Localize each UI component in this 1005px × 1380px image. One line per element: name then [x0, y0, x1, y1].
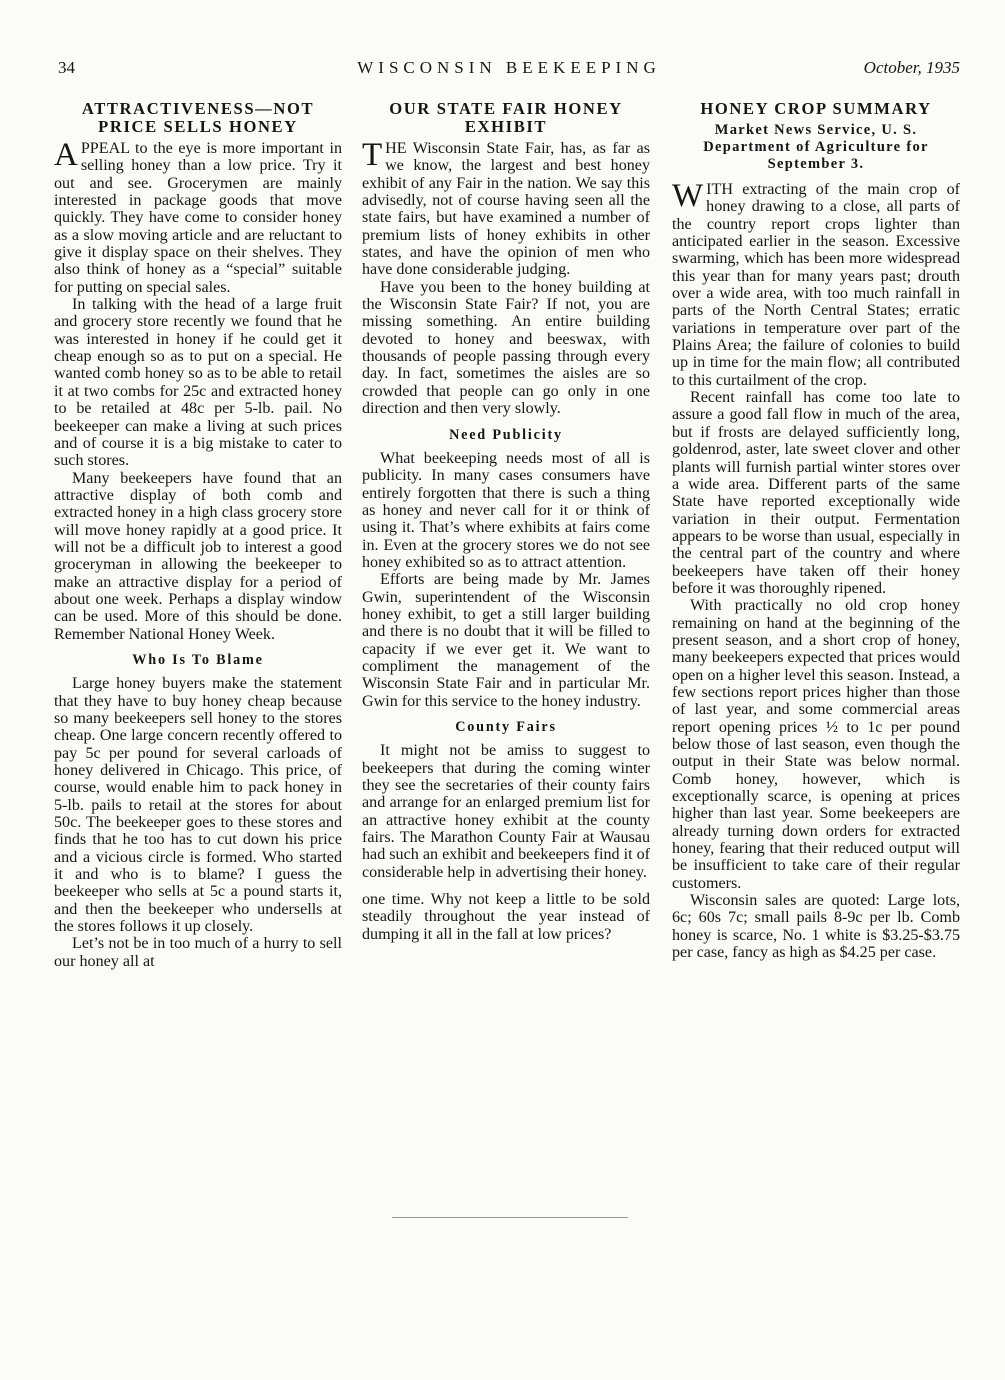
section-subheading: Need Publicity: [449, 426, 563, 443]
paragraph: [362, 137, 650, 279]
article-subheading: Market News Service, U. S. Department of Agriculture for September 3.: [703, 122, 929, 172]
divider-rule: [392, 1217, 628, 1218]
section-subheading: County Fairs: [455, 719, 557, 735]
paragraph: Recent rainfall has come too late to assure a good fall flow in much of the area, but if frosts are delayed sufficiently long, goldenrod, aster, late sweet clover and other plants will furnish partial winter stores over a wide area. Different parts of the same State have reported exceptionally wide variation in their output. Fermentation appears to be worse than usual, especially in the central part of the country and where beekeepers have taken off their honey before it was thoroughly ripened.: [672, 389, 960, 597]
running-title: WISCONSIN BEEKEEPING: [357, 58, 661, 77]
paragraph: Let’s not be in too much of a hurry to sell our honey all at: [54, 935, 342, 970]
section-subheading: Who Is To Blame: [132, 651, 264, 668]
paragraph: Have you been to the honey building at the Wisconsin State Fair? If not, you are missing something. An entire building devoted to honey and beeswax, with thousands of people passing through every day. In fact, sometimes the aisles are so crowded that people can go only in one direction and then very slowly.: [362, 278, 650, 418]
paragraph: Many beekeepers have found that an attractive display of both comb and extracted honey in a high class grocery store will move honey rapidly at a good price. It will not be a difficult job to interest a good groceryman in allowing the beekeeper to make an attractive display for a period of about one week. Perhaps a display window can be used. More of this should be done. Remember National Honey Week.: [54, 469, 342, 643]
paragraph-text: PPEAL to the eye is more important in selling honey than a low price. Try it out and see. Grocerymen are mainly interested in package goods that move quickly. They have come to consider honey as a slow moving article and are reluctant to give it display space on their shelves. They also think of honey as a “special” suitable for putting on special sales.: [54, 140, 342, 296]
paragraph: In talking with the head of a large fruit and grocery store recently we found that he was interested in honey if he could get it cheap enough so as to put on a special. He wanted comb honey so as to be able to retail it at two combs for 25c and extracted honey to be retailed at 48c per 5-lb. pail. No beekeeper can make a living at such prices and of course it is a big mistake to cater to such stores.: [54, 296, 342, 470]
paragraph: Efforts are being made by Mr. James Gwin, superintendent of the Wisconsin honey exhibit, to get a still larger building and there is no doubt that it will be filled to capacity if we ever get it. We want to compliment the management of the Wisconsin State Fair and in particular Mr. Gwin for this service to the honey industry.: [362, 571, 650, 710]
paragraph: It might not be amiss to suggest to beekeepers that during the coming winter they see the secretaries of their county fairs and arrange for an enlarged premium list for an attractive honey exhibit at the county fairs. The Marathon County Fair at Wausau had such an exhibit and beekeepers find it of considerable help in advertising their honey.: [362, 742, 650, 881]
paragraph: With practically no old crop honey remaining on hand at the beginning of the present season, and a short crop of honey, many beekeepers expected that prices would open on a higher level this season. Instead, a few sections report prices higher than those of last year, and some commercial areas report opening prices ½ to 1c per pound below those of last season, even though the output in their State was below normal. Comb honey, however, which is exceptionally scarce, is opening at prices higher than last year. Some beekeepers are already turning down orders for extracted honey, fearing that their reduced output will be insufficient to take care of their regular customers.: [672, 597, 960, 892]
drop-cap: W: [672, 178, 704, 214]
article-heading: HONEY CROP SUMMARY: [700, 99, 932, 118]
article-heading: ATTRACTIVENESS—NOT PRICE SELLS HONEY: [81, 99, 315, 136]
drop-cap: T: [362, 137, 383, 173]
paragraph: What beekeeping needs most of all is publicity. In many cases consumers have entirely forgotten that there is such a thing as honey and never call for it or think of using it. That’s where exhibits at fairs come in. Even at the grocery stores we do not see honey exhibited so as to attract attention.: [362, 449, 650, 571]
issue-date: October, 1935: [863, 58, 960, 77]
column-state-fair: [362, 100, 650, 943]
drop-cap: A: [54, 137, 78, 173]
paragraph: Wisconsin sales are quoted: Large lots, 6c; 60s 7c; small pails 8-9c per lb. Comb honey is scarce, No. 1 white is $3.25-$3.75 per case, fancy as high as $4.25 per case.: [672, 892, 960, 962]
paragraph-text: HE Wisconsin State Fair, has, as far as we know, the largest and best honey exhibit of any Fair in the nation. We say this advisedly, not of course having seen all the state fairs, but have examined a number of premium lists of honey exhibits in other states, and have the opinion of men who have done considerable judging.: [362, 140, 650, 279]
paragraph-text: ITH extracting of the main crop of honey drawing to a close, all parts of the country report crops lighter than anticipated earlier in the season. Excessive swarming, which has been more widespread this year than for many years past; drouth over a wide area, with too much rainfall in parts of the North Central States; erratic variations in temperature over part of the Plains Area; the failure of colonies to build up in time for the main flow; all contributed to this curtailment of the crop.: [672, 181, 960, 389]
paragraph: [54, 137, 342, 296]
column-crop-summary: [672, 100, 960, 961]
page-number: 34: [58, 58, 75, 77]
paragraph: Large honey buyers make the statement that they have to buy honey cheap because so many beekeepers sell honey to the stores cheap. One large concern recently offered to pay 5c per pound for several carloads of honey delivered in Chicago. This price, of course, would enable him to pack honey in 5-lb. pails to retail at the stores for about 50c. The beekeeper goes to these stores and finds that he too has to cut down his price and a vicious circle is formed. Who started it and who is to blame? I guess the beekeeper who sells at 5c a pound starts it, and then the beekeeper who undersells at the stores follows it up closely.: [54, 675, 342, 936]
paragraph: [672, 178, 960, 389]
page-header: [58, 58, 960, 82]
column-attractiveness: [54, 100, 342, 970]
continued-paragraph: one time. Why not keep a little to be sold steadily throughout the year instead of dumping it all in the fall at low prices?: [362, 891, 650, 943]
article-heading: OUR STATE FAIR HONEY EXHIBIT: [389, 99, 623, 136]
